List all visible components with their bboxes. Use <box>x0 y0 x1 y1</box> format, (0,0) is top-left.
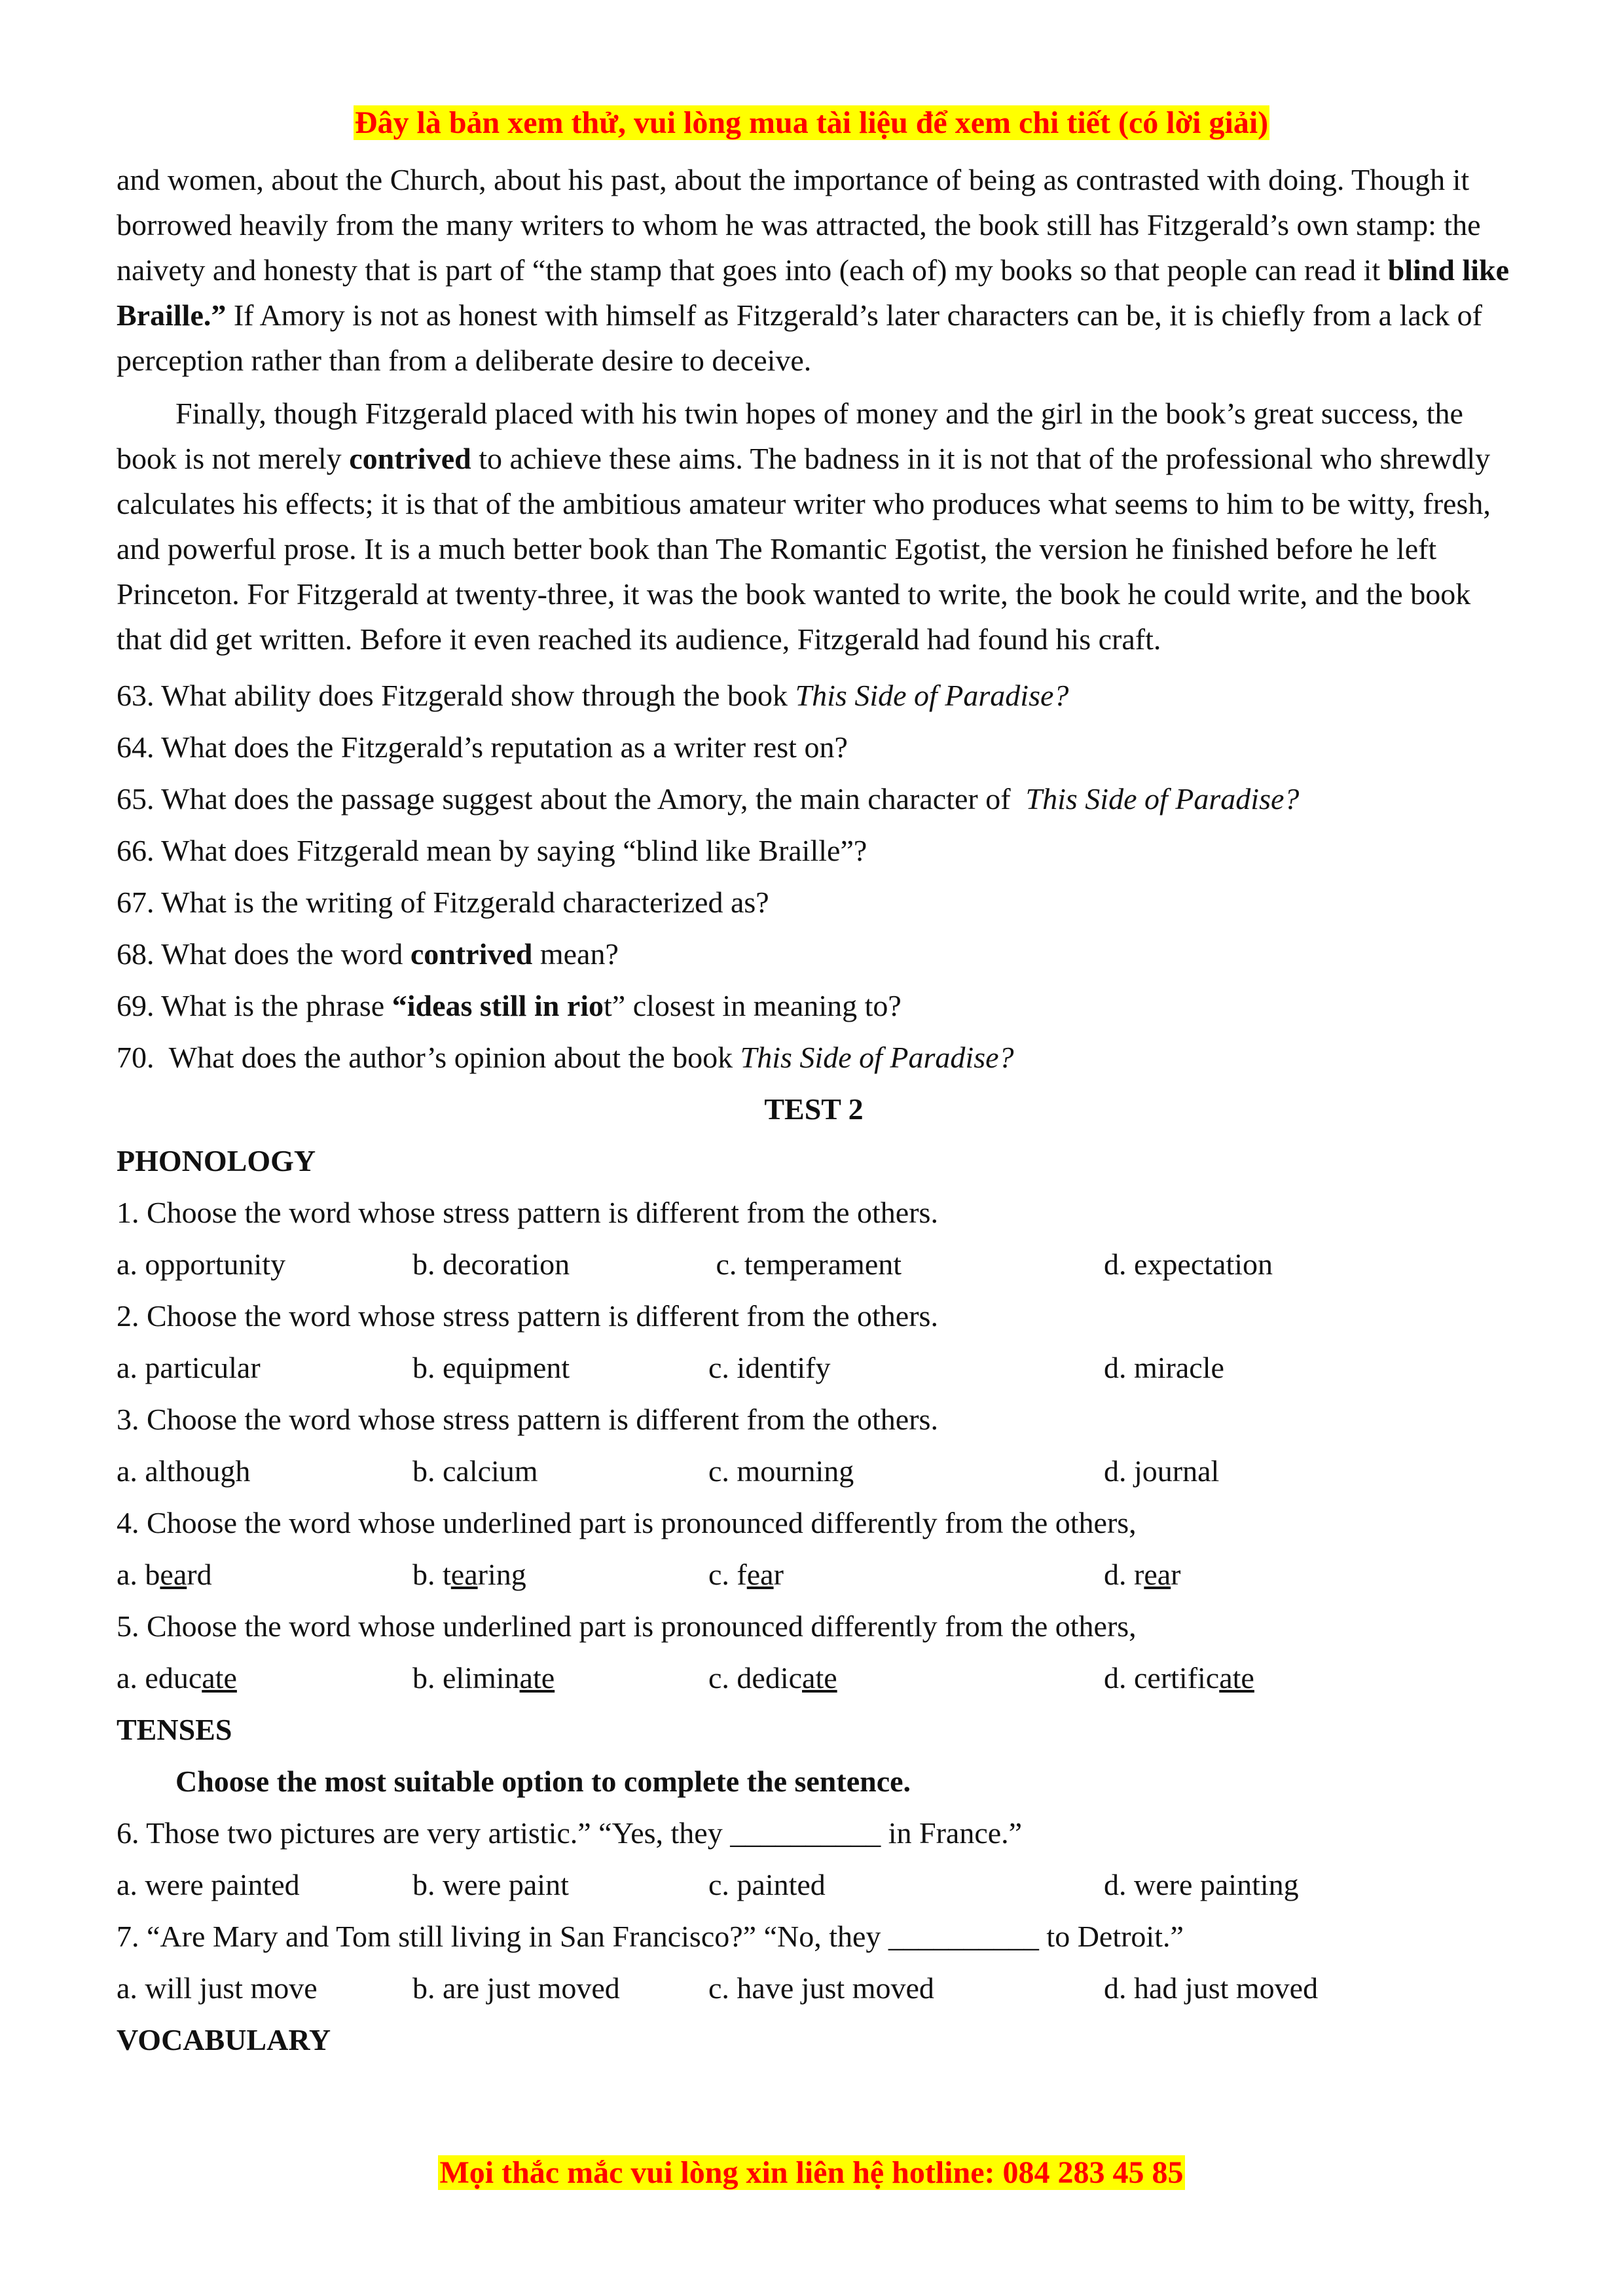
underlined-part: ea <box>160 1558 187 1591</box>
passage-bold-word: contrived <box>349 442 471 475</box>
question-text: 65. What does the passage suggest about the Amory, the main character of <box>117 782 1026 816</box>
option-text: c. dedic <box>708 1661 803 1695</box>
hotline-text: Mọi thắc mắc vui lòng xin liên hệ hotline: 084 283 45 85 <box>439 2155 1184 2190</box>
question-1: 1. Choose the word whose stress pattern is different from the others. <box>117 1196 938 1229</box>
option-text: rd <box>187 1558 212 1591</box>
option-c: c. painted <box>708 1868 826 1901</box>
option-text: r <box>1171 1558 1181 1591</box>
question-6: 6. Those two pictures are very artistic.” “Yes, they __________ in France.” <box>117 1816 1023 1850</box>
option-d: d. had just moved <box>1104 1971 1319 2005</box>
option-b: b. are just moved <box>412 1971 620 2005</box>
option-c: c. temperament <box>708 1247 902 1281</box>
question-63 <box>117 670 1511 721</box>
option-c: c. have just moved <box>708 1971 934 2005</box>
document-body <box>117 157 1511 2066</box>
underlined-part: ate <box>202 1661 237 1695</box>
question-bold-phrase: “ideas still in rio <box>392 989 604 1022</box>
passage-text: and women, about the Church, about his past, about the importance of being as contrasted with doing. Though it borrowed heavily from the many writers to whom he was attracted, the book still has Fitzgerald’s own stamp: the naivety and honesty that is part of “the stamp that goes into (each of) my books so that people can read it <box>117 163 1481 287</box>
passage-text: Finally, though Fitzgerald placed with his twin hopes of money and the girl in the book’s great success, the book is not merely <box>117 397 1463 475</box>
question-3: 3. Choose the word whose stress pattern is different from the others. <box>117 1403 938 1436</box>
option-d: d. were painting <box>1104 1868 1299 1901</box>
option-d <box>1104 1549 1497 1600</box>
option-c: c. identify <box>708 1351 831 1384</box>
preview-notice-text: Đây là bản xem thử, vui lòng mua tài liệu để xem chi tiết (có lời giải) <box>354 105 1269 140</box>
option-d: d. expectation <box>1104 1247 1273 1281</box>
option-b <box>412 1652 708 1704</box>
option-a: a. opportunity <box>117 1247 286 1281</box>
passage-paragraph-1 <box>117 157 1511 383</box>
option-text: b. elimin <box>412 1661 520 1695</box>
phonology-heading: PHONOLOGY <box>117 1144 316 1177</box>
question-5-options <box>117 1652 1511 1704</box>
option-text: a. educ <box>117 1661 202 1695</box>
question-text: 63. What ability does Fitzgerald show through the book <box>117 679 795 712</box>
passage-text: If Amory is not as honest with himself as Fitzgerald’s later characters can be, it is chiefly from a lack of perception rather than from a deliberate desire to deceive. <box>117 298 1482 377</box>
test-title: TEST 2 <box>764 1092 864 1126</box>
option-text: a. b <box>117 1558 160 1591</box>
question-text: 68. What does the word <box>117 937 410 971</box>
question-4-options <box>117 1549 1511 1600</box>
option-text: r <box>773 1558 784 1591</box>
passage-text: to achieve these aims. The badness in it is not that of the professional who shrewdly calculates his effects; it is that of the ambitious amateur writer who produces what seems to him to be witty, fresh, and powerful prose. It is a much better book than The Romantic Egotist, the version he finished before he left Princeton. For Fitzgerald at twenty-three, it was the book wanted to write, the book he could write, and the book that did get written. Before it even reached its audience, Fitzgerald had found his craft. <box>117 442 1491 656</box>
underlined-part: ate <box>519 1661 555 1695</box>
tenses-heading: TENSES <box>117 1713 232 1746</box>
option-text: d. r <box>1104 1558 1144 1591</box>
question-4: 4. Choose the word whose underlined part is pronounced differently from the others, <box>117 1506 1137 1539</box>
question-68 <box>117 928 1511 980</box>
question-2: 2. Choose the word whose stress pattern is different from the others. <box>117 1299 938 1333</box>
option-a: a. although <box>117 1454 251 1488</box>
option-c: c. mourning <box>708 1454 854 1488</box>
underlined-part: ate <box>1219 1661 1254 1695</box>
question-1-options <box>117 1238 1511 1290</box>
hotline-banner <box>0 2153 1623 2193</box>
option-b: b. equipment <box>412 1351 570 1384</box>
question-7: 7. “Are Mary and Tom still living in San Francisco?” “No, they __________ to Detroit.” <box>117 1920 1184 1953</box>
option-d <box>1104 1652 1497 1704</box>
option-a: a. particular <box>117 1351 261 1384</box>
passage-bold-phrase: blind like Braille.” <box>117 253 1510 332</box>
option-b: b. were paint <box>412 1868 569 1901</box>
option-text: b. t <box>412 1558 451 1591</box>
option-d: d. journal <box>1104 1454 1220 1488</box>
book-title: This Side of Paradise? <box>740 1041 1014 1074</box>
underlined-part: ea <box>450 1558 478 1591</box>
option-c <box>708 1652 1104 1704</box>
option-text: ring <box>477 1558 526 1591</box>
option-b <box>412 1549 708 1600</box>
option-c <box>708 1549 1104 1600</box>
underlined-part: ea <box>1144 1558 1171 1591</box>
question-7-options <box>117 1962 1511 2014</box>
question-text: t” closest in meaning to? <box>604 989 902 1022</box>
question-67: 67. What is the writing of Fitzgerald characterized as? <box>117 886 769 919</box>
option-text: c. f <box>708 1558 747 1591</box>
question-text: 70. What does the author’s opinion about the book <box>117 1041 740 1074</box>
option-d: d. miracle <box>1104 1351 1224 1384</box>
book-title: This Side of Paradise? <box>795 679 1069 712</box>
option-b: b. decoration <box>412 1247 570 1281</box>
question-64: 64. What does the Fitzgerald’s reputation as a writer rest on? <box>117 730 848 764</box>
underlined-part: ate <box>802 1661 837 1695</box>
question-6-options <box>117 1859 1511 1910</box>
option-text: d. certific <box>1104 1661 1220 1695</box>
vocabulary-heading: VOCABULARY <box>117 2023 331 2056</box>
question-65 <box>117 773 1511 825</box>
question-5: 5. Choose the word whose underlined part is pronounced differently from the others, <box>117 1609 1137 1643</box>
question-3-options <box>117 1445 1511 1497</box>
option-a: a. will just move <box>117 1971 318 2005</box>
question-70 <box>117 1031 1511 1083</box>
question-69 <box>117 980 1511 1031</box>
option-a: a. were painted <box>117 1868 300 1901</box>
question-bold-word: contrived <box>410 937 533 971</box>
option-b: b. calcium <box>412 1454 538 1488</box>
option-a <box>117 1652 412 1704</box>
question-text: mean? <box>532 937 619 971</box>
question-text: 69. What is the phrase <box>117 989 392 1022</box>
question-66: 66. What does Fitzgerald mean by saying “blind like Braille”? <box>117 834 867 867</box>
tenses-instruction: Choose the most suitable option to complete the sentence. <box>175 1765 911 1798</box>
question-2-options <box>117 1342 1511 1393</box>
preview-notice-banner <box>0 103 1623 143</box>
book-title: This Side of Paradise? <box>1025 782 1300 816</box>
passage-paragraph-2 <box>117 391 1511 662</box>
option-a <box>117 1549 412 1600</box>
underlined-part: ea <box>746 1558 774 1591</box>
